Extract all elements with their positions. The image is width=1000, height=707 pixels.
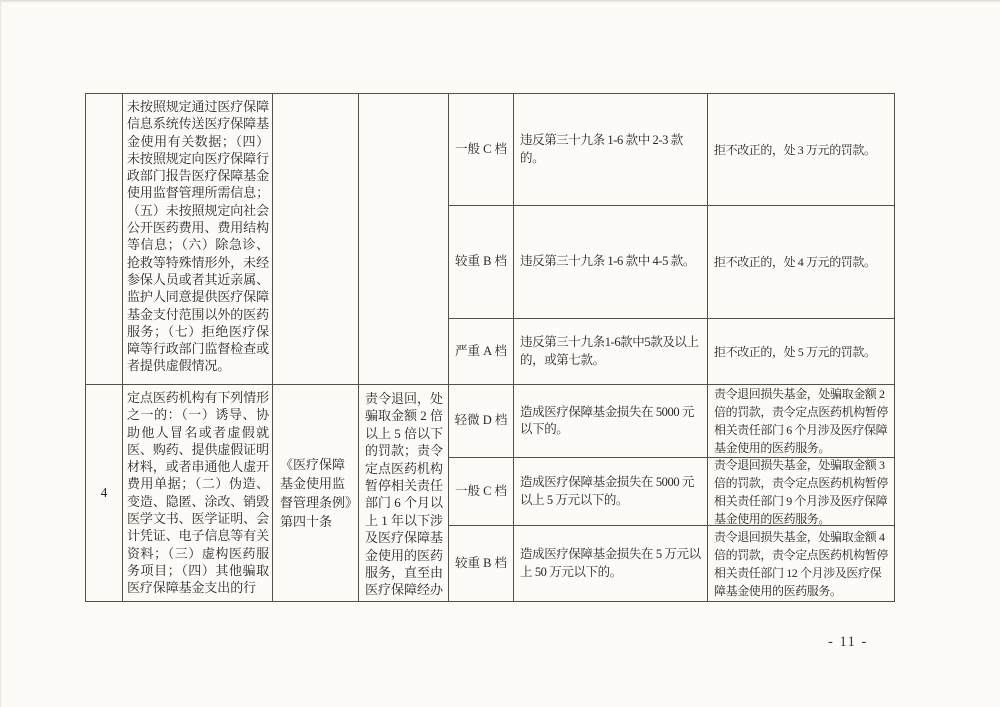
penalty-grading-table <box>85 93 895 602</box>
situation-cell: 造成医疗保障基金损失在 5000 元以上 5 万元以下的。 <box>514 458 708 526</box>
handling-cell: 责令退回损失基金，处骗取金额 2 倍的罚款，责令定点医药机构暂停相关责任部门 6 个月涉及医疗保障基金使用的医药服务。 <box>708 385 894 458</box>
legal-basis-cell <box>273 94 359 385</box>
grade-cell: 较重 B 档 <box>449 526 514 601</box>
handling-cell: 拒不改正的，处 3 万元的罚款。 <box>708 94 894 206</box>
penalty-clause-cell: 责令退回，处骗取金额 2 倍以上 5 倍以下的罚款；责令定点医药机构暂停相关责任部门 6 个月以上 1 年以下涉及医疗保障基金使用的医药服务，直至由医疗保障经办 <box>359 385 449 601</box>
scan-edge-artifact <box>0 0 1000 3</box>
seq-number-cell: 4 <box>86 385 123 601</box>
scan-edge-artifact-left <box>0 0 2 707</box>
situation-cell: 造成医疗保障基金损失在 5000 元以下的。 <box>514 385 708 458</box>
handling-cell: 拒不改正的，处 4 万元的罚款。 <box>708 206 894 319</box>
handling-cell: 责令退回损失基金，处骗取金额 3 倍的罚款，责令定点医药机构暂停相关责任部门 9 个月涉及医疗保障基金使用的医药服务。 <box>708 458 894 526</box>
grade-cell: 一般 C 档 <box>449 458 514 526</box>
situation-cell: 违反第三十九条1-6款中5款及以上的，或第七款。 <box>514 319 708 385</box>
grade-cell: 一般 C 档 <box>449 94 514 206</box>
page-number: - 11 - <box>828 634 868 650</box>
violation-description-cell: 定点医药机构有下列情形之一的：（一）诱导、协助他人冒名或者虚假就医、购药、提供虚假证明材料，或者串通他人虚开费用单据；（二）伪造、变造、隐匿、涂改、销毁医学文书、医学证明、会计凭证、电子信息等有关资料；（三）虚构医药服务项目；（四）其他骗取医疗保障基金支出的行 <box>123 385 273 601</box>
grade-cell: 轻微 D 档 <box>449 385 514 458</box>
grade-cell: 较重 B 档 <box>449 206 514 319</box>
legal-basis-cell: 《医疗保障基金使用监督管理条例》第四十条 <box>273 385 359 601</box>
grade-cell: 严重 A 档 <box>449 319 514 385</box>
handling-cell: 责令退回损失基金，处骗取金额 4 倍的罚款，责令定点医药机构暂停相关责任部门 12 个月涉及医疗保障基金使用的医药服务。 <box>714 529 889 598</box>
seq-number-cell <box>86 94 123 385</box>
situation-cell: 造成医疗保障基金损失在 5 万元以上 50 万元以下的。 <box>514 526 708 601</box>
penalty-clause-cell <box>359 94 449 385</box>
situation-cell: 违反第三十九条 1-6 款中 4-5 款。 <box>514 206 708 319</box>
handling-cell: 拒不改正的，处 5 万元的罚款。 <box>708 319 894 385</box>
situation-cell: 违反第三十九条 1-6 款中 2-3 款的。 <box>514 94 708 206</box>
violation-description-cell: 未按照规定通过医疗保障信息系统传送医疗保障基金使用有关数据；（四）未按照规定向医疗保障行政部门报告医疗保障基金使用监督管理所需信息；（五）未按照规定向社会公开医药费用、费用结构等信息；（六）除急诊、抢救等特殊情形外，未经参保人员或者其近亲属、监护人同意提供医疗保障基金支付范围以外的医药服务；（七）拒绝医疗保障等行政部门监督检查或者提供虚假情况。 <box>123 94 273 385</box>
